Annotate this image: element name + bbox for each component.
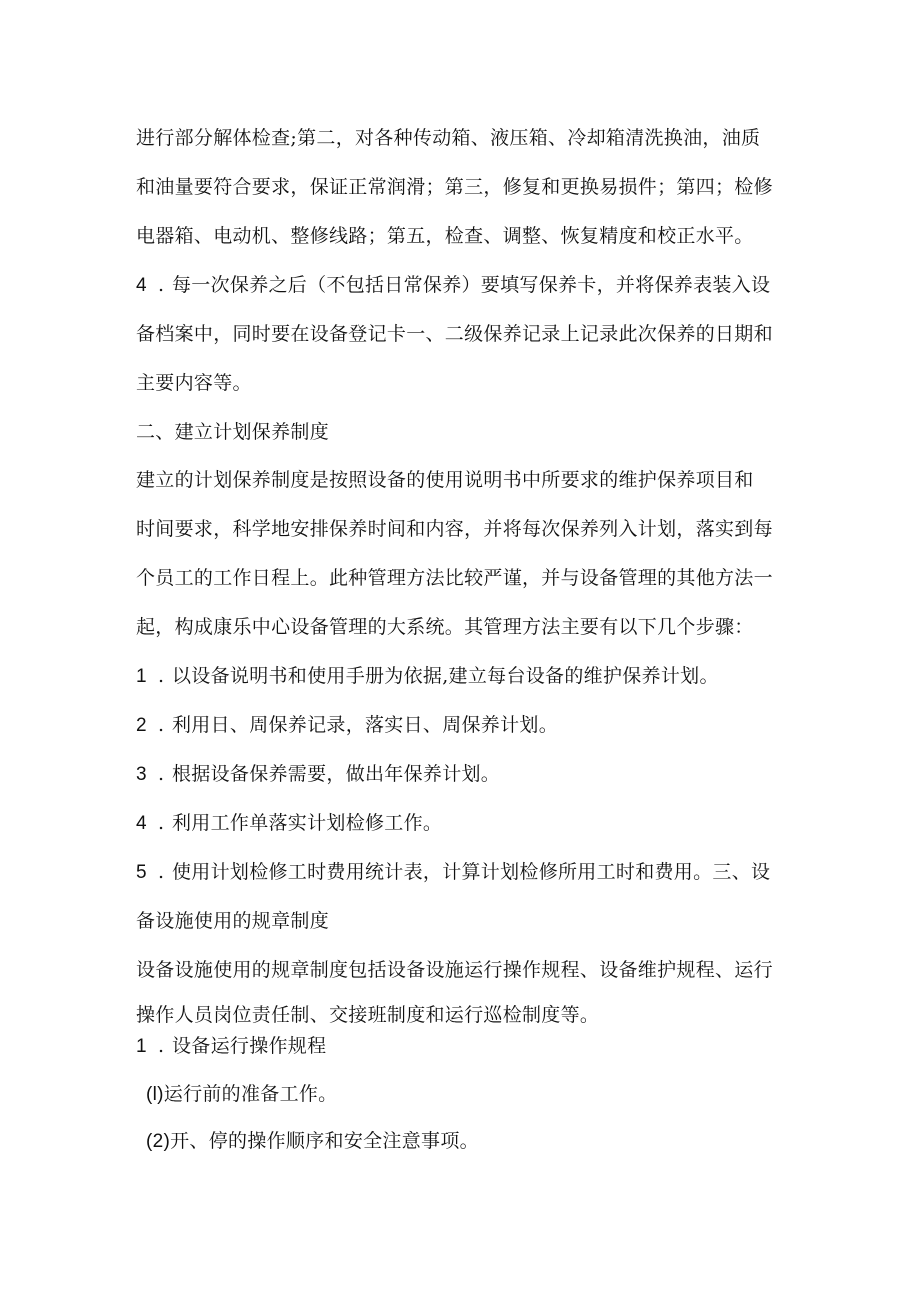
sub-item — [146, 1080, 806, 1109]
section-heading — [136, 418, 796, 446]
line-text: 电器箱、电动机、整修线路；第五，检查、调整、恢复精度和校正水平。 — [136, 225, 754, 247]
line-text: 备档案中，同时要在设备登记卡一、二级保养记录上记录此次保养的日期和 — [136, 323, 773, 345]
list-dot: . — [158, 861, 165, 883]
list-item — [136, 858, 796, 887]
list-item — [136, 662, 796, 691]
text-line — [136, 907, 796, 935]
line-text: 根据设备保养需要，做出年保养计划。 — [172, 763, 501, 785]
list-number: 1 — [136, 1036, 147, 1057]
line-text: 主要内容等。 — [136, 372, 252, 394]
list-number: 3 — [136, 764, 147, 785]
sub-item — [146, 1127, 806, 1156]
line-text: 备设施使用的规章制度 — [136, 910, 330, 932]
line-text: 和油量要符合要求，保证正常润滑；第三，修复和更换易损件；第四；检修 — [136, 176, 773, 198]
line-text: 利用工作单落实计划检修工作。 — [172, 812, 443, 834]
text-line — [136, 613, 796, 641]
text-line — [136, 124, 796, 152]
line-text: 起，构成康乐中心设备管理的大系统。其管理方法主要有以下几个步骤： — [136, 616, 754, 638]
list-dot: . — [158, 665, 165, 687]
text-line — [136, 466, 796, 494]
list-item — [136, 760, 796, 789]
list-dot: . — [158, 812, 165, 834]
text-line — [136, 320, 796, 348]
list-dot: . — [158, 714, 165, 736]
list-dot: . — [158, 763, 165, 785]
list-number: 1 — [136, 666, 147, 687]
line-text: 使用计划检修工时费用统计表，计算计划检修所用工时和费用。三、设 — [172, 861, 771, 883]
list-item — [136, 809, 796, 838]
list-number: 5 — [136, 862, 147, 883]
text-line — [136, 173, 796, 201]
line-text: 进行部分解体检查;第二，对各种传动箱、液压箱、冷却箱清洗换油，油质 — [136, 127, 761, 149]
list-number: 2 — [136, 715, 147, 736]
line-text: 时间要求，科学地安排保养时间和内容，并将每次保养列入计划，落实到每 — [136, 518, 773, 540]
line-text: 运行前的准备工作。 — [163, 1083, 338, 1105]
list-number: 4 — [136, 275, 147, 296]
line-text: 每一次保养之后（不包括日常保养）要填写保养卡，并将保养表装入设 — [172, 274, 771, 296]
sub-item-marker: (2) — [146, 1131, 171, 1152]
line-text: 设备设施使用的规章制度包括设备设施运行操作规程、设备维护规程、运行 — [136, 959, 773, 981]
line-text: 开、停的操作顺序和安全注意事项。 — [170, 1130, 479, 1152]
list-item — [136, 271, 796, 300]
line-text: 利用日、周保养记录，落实日、周保养计划。 — [172, 714, 559, 736]
sub-item-marker: (l) — [146, 1084, 164, 1105]
line-text: 个员工的工作日程上。此种管理方法比较严谨，并与设备管理的其他方法一 — [136, 567, 773, 589]
line-text: 建立的计划保养制度是按照设备的使用说明书中所要求的维护保养项目和 — [136, 469, 754, 491]
line-text: 操作人员岗位责任制、交接班制度和运行巡检制度等。 — [136, 1004, 600, 1026]
list-dot: . — [158, 274, 165, 296]
text-line — [136, 515, 796, 543]
text-line — [136, 1001, 796, 1029]
line-text: 设备运行操作规程 — [172, 1035, 327, 1057]
text-line — [136, 369, 796, 397]
text-line — [136, 564, 796, 592]
heading-text: 二、建立计划保养制度 — [136, 421, 330, 443]
list-number: 4 — [136, 813, 147, 834]
text-line — [136, 222, 796, 250]
list-dot: . — [158, 1035, 165, 1057]
line-text: 以设备说明书和使用手册为依据,建立每台设备的维护保养计划。 — [172, 665, 719, 687]
list-item — [136, 711, 796, 740]
list-item — [136, 1032, 796, 1061]
text-line — [136, 956, 796, 984]
